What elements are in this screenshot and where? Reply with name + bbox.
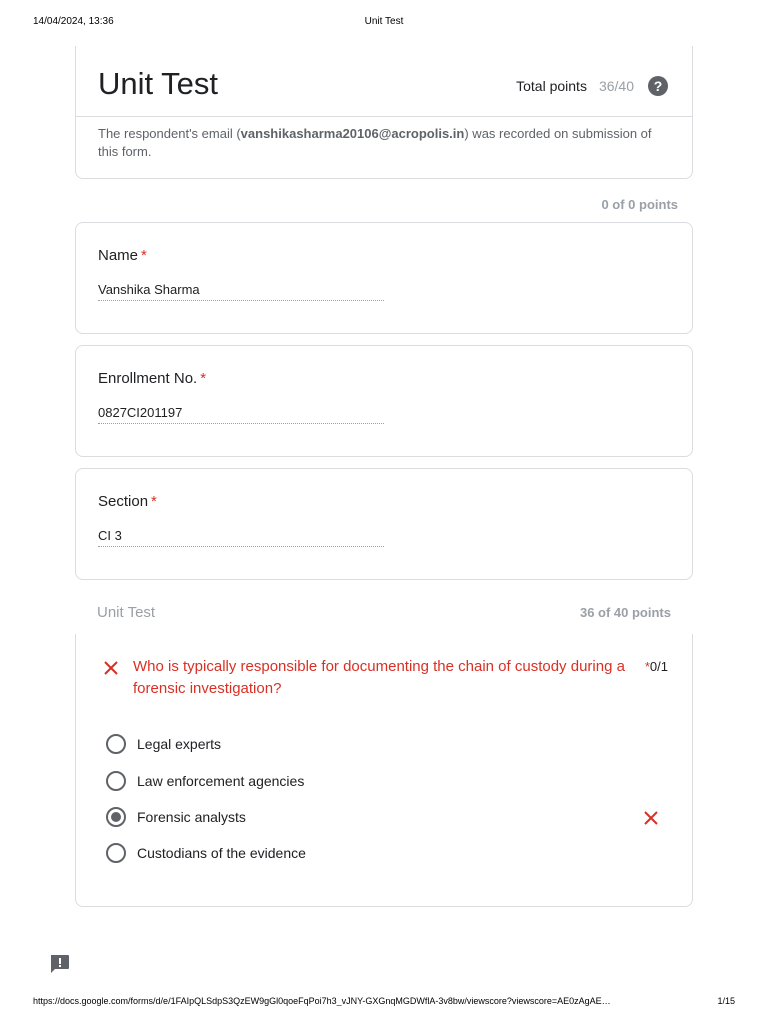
total-points-value: 36/40 <box>598 78 634 94</box>
email-note-suffix: ) was recorded on submission of this form. <box>98 126 652 159</box>
required-mark: * <box>151 493 157 510</box>
respondent-email: vanshikasharma20106@acropolis.in <box>240 126 465 141</box>
feedback-icon[interactable] <box>49 954 70 974</box>
enrollment-value: 0827CI201197 <box>98 405 384 424</box>
print-datetime: 14/04/2024, 13:36 <box>33 16 114 27</box>
header-divider <box>76 116 692 117</box>
option-law-enforcement[interactable] <box>106 770 304 792</box>
option-label: Forensic analysts <box>137 809 246 825</box>
option-forensic-analysts[interactable] <box>106 806 246 828</box>
section-2-title: Unit Test <box>97 604 156 621</box>
section-2-header <box>75 604 693 624</box>
name-field-card <box>75 222 693 334</box>
option-label: Legal experts <box>137 736 222 752</box>
section-1-points: 0 of 0 points <box>601 197 678 212</box>
section-2-points: 36 of 40 points <box>579 605 671 620</box>
print-page-number: 1/15 <box>717 996 735 1006</box>
option-custodians[interactable] <box>106 842 306 864</box>
question-score: *0/1 <box>644 659 668 674</box>
close-icon <box>643 810 659 826</box>
section-label: Section * <box>98 493 157 510</box>
question-text: Who is typically responsible for documenting the chain of custody during a forensic investigation? <box>133 658 625 697</box>
close-icon <box>103 660 119 676</box>
name-value: Vanshika Sharma <box>98 282 384 301</box>
total-points <box>516 76 668 96</box>
total-points-label: Total points <box>516 78 587 94</box>
form-title: Unit Test <box>98 66 219 101</box>
print-title: Unit Test <box>364 16 404 27</box>
option-label: Law enforcement agencies <box>137 773 305 789</box>
section-value: CI 3 <box>98 528 384 547</box>
question-card <box>75 634 693 907</box>
print-header <box>0 16 768 30</box>
enrollment-field-card <box>75 345 693 457</box>
form-header-card <box>75 46 693 179</box>
required-mark: * <box>200 370 207 387</box>
print-url: https://docs.google.com/forms/d/e/1FAIpQLSdpS3QzEW9gGl0qoeFqPoi7h3_vJNY-GXGnqMGDWflA-3v8bw/viewscore?viewscore=AE0zAgAE… <box>33 996 611 1006</box>
enrollment-label: Enrollment No. * <box>98 370 207 387</box>
section-field-card <box>75 468 693 580</box>
radio-button[interactable] <box>106 843 126 863</box>
option-label: Custodians of the evidence <box>137 845 306 861</box>
radio-button[interactable] <box>106 771 126 791</box>
name-label: Name * <box>98 247 147 264</box>
radio-button-selected[interactable] <box>106 807 126 827</box>
radio-button[interactable] <box>106 734 126 754</box>
required-mark: * <box>141 247 147 264</box>
email-note-prefix: The respondent's email ( <box>98 126 241 141</box>
help-icon[interactable]: ? <box>648 76 668 96</box>
option-legal-experts[interactable] <box>106 733 221 755</box>
email-note <box>98 125 668 161</box>
radio-dot <box>111 812 121 822</box>
required-mark: * <box>644 659 650 674</box>
print-footer <box>0 996 768 1010</box>
